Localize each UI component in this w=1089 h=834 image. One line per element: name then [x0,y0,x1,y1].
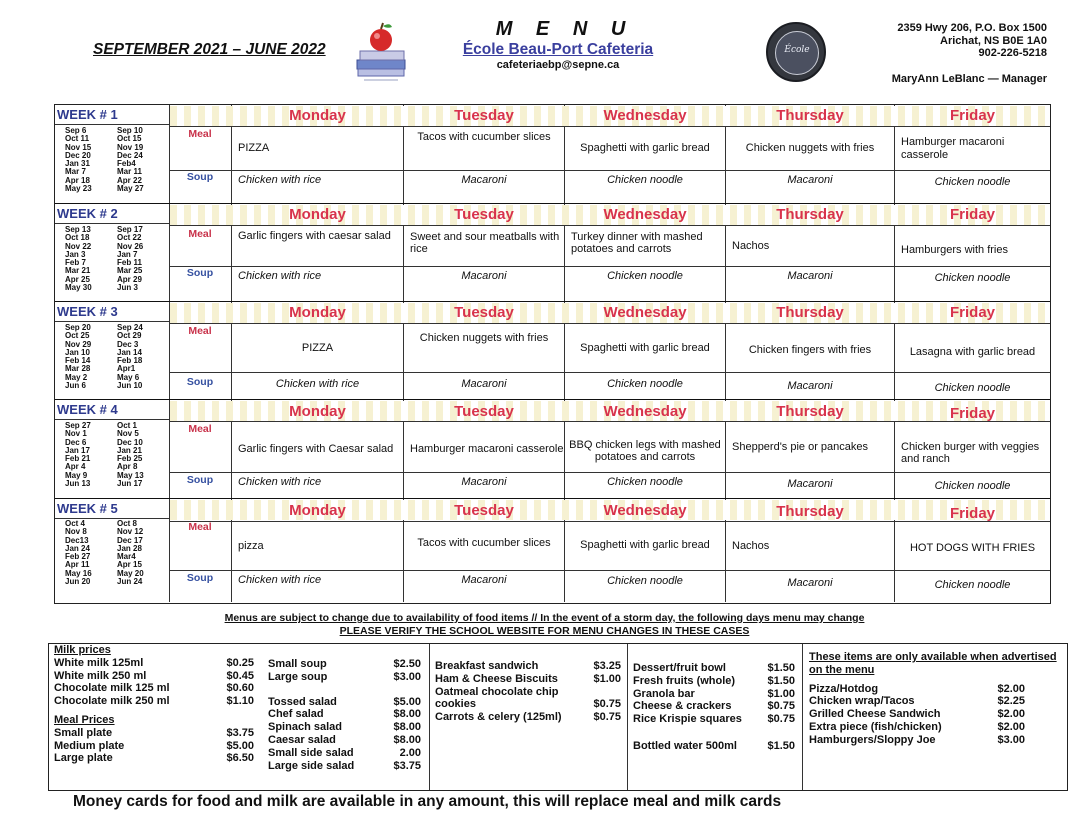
row-divider [55,321,169,322]
soup-cell-monday: Chicken with rice [275,377,360,390]
week-dates-end: Sep 10 Oct 15 Nov 19 Dec 24 Feb4 Mar 11 Apr 22 May 27 [117,126,144,194]
soup-cell-friday: Chicken noodle [934,175,1011,188]
milk-item: White milk 125ml [54,656,144,669]
soup-cell-tuesday: Macaroni [461,377,507,390]
meal-cell-friday: Hamburger macaroni casserole [901,136,1005,161]
soup-cell-friday: Chicken noodle [934,578,1011,591]
day-header-monday: Monday [289,206,346,223]
soup-row-label: Soup [186,572,214,584]
meal-cell-monday: Garlic fingers with caesar salad [238,229,391,242]
week-dates-start: Sep 13 Oct 18 Nov 22 Jan 3 Feb 7 Mar 21 Apr 25 May 30 [65,225,92,293]
price-list [48,643,1068,791]
advertised-item: Hamburgers/Sloppy Joe [809,733,936,746]
salad-item: Caesar salad [268,733,336,746]
meal-cell-tuesday: Chicken nuggets with fries [419,331,549,344]
week-label: WEEK # 1 [57,107,118,122]
soup-cell-wednesday: Chicken noodle [607,377,683,390]
soup-salad-section [268,658,354,772]
day-header-monday: Monday [289,502,346,519]
day-header-tuesday: Tuesday [454,502,514,519]
dessert-item: Rice Krispie squares [633,713,742,726]
day-header-tuesday: Tuesday [454,107,514,124]
dessert-item: Dessert/fruit bowl [633,662,726,674]
day-header-wednesday: Wednesday [603,304,687,321]
row-divider [55,124,169,125]
snack-item: cookies [435,698,476,711]
day-header-thursday: Thursday [776,304,844,321]
week-divider [55,203,1050,204]
day-header-tuesday: Tuesday [454,403,514,420]
snacks-section [435,660,562,724]
desserts-section [633,662,742,753]
menu-title: M E N U [495,18,635,40]
meal-cell-tuesday: Sweet and sour meatballs with rice [410,230,560,255]
manager-name: MaryAnn LeBlanc — Manager [891,73,1047,85]
soup-cell-wednesday: Chicken noodle [607,173,683,186]
advertised-item: Chicken wrap/Tacos [809,695,915,708]
cafeteria-name: École Beau-Port Cafeteria [462,41,654,58]
row-divider [55,419,169,420]
soup-cell-wednesday: Chicken noodle [607,475,683,488]
meal-cell-tuesday: Hamburger macaroni casserole [410,442,564,455]
soup-cell-thursday: Macaroni [787,173,833,186]
meal-cell-tuesday: Tacos with cucumber slices [417,536,551,549]
meal-cell-monday: pizza [238,539,264,552]
advertised-item: Pizza/Hotdog [809,682,879,695]
meal-cell-friday: HOT DOGS WITH FRIES [909,541,1036,554]
soup-cell-monday: Chicken with rice [238,573,322,586]
day-header-wednesday: Wednesday [603,403,687,420]
meal-size-item: Small plate [54,726,113,739]
soup-cell-thursday: Macaroni [787,269,833,282]
week-divider [55,399,1050,400]
meal-cell-thursday: Chicken fingers with fries [748,343,872,356]
salad-item: Chef salad [268,708,324,721]
soup-row-label: Soup [186,376,214,388]
week-dates-end: Sep 17 Oct 22 Nov 26 Jan 7 Feb 11 Mar 25 Apr 29 Jun 3 [117,225,144,293]
soup-cell-wednesday: Chicken noodle [607,574,683,587]
day-header-thursday: Thursday [776,206,844,223]
day-header-monday: Monday [289,304,346,321]
menu-change-notice: Menus are subject to change due to availability of food items // In the event of a storm day, the following days menu may change [224,612,865,624]
soup-cell-friday: Chicken noodle [934,381,1011,394]
week-dates-end: Oct 8 Nov 12 Dec 17 Jan 28 Mar4 Apr 15 May 20 Jun 24 [117,519,144,587]
meal-cell-thursday: Chicken nuggets with fries [745,142,875,155]
day-header-friday: Friday [949,107,995,124]
snack-item: Ham & Cheese Biscuits [435,672,558,685]
meal-row-label: Meal [188,521,212,533]
soup-cell-tuesday: Macaroni [461,173,507,186]
price-column-divider [802,644,803,790]
week-divider [55,498,1050,499]
snack-item: Carrots & celery (125ml) [435,711,562,724]
school-address [897,22,1047,60]
soup-item: Large soup [268,670,328,683]
week-label: WEEK # 3 [57,304,118,319]
school-books-apple-icon [354,20,410,84]
price-column-divider [429,644,430,790]
price-column-divider [627,644,628,790]
day-header-monday: Monday [289,107,346,124]
day-header-friday: Friday [949,304,995,321]
meal-cell-tuesday: Tacos with cucumber slices [417,130,551,143]
week-dates-start: Sep 6 Oct 11 Nov 15 Dec 20 Jan 31 Mar 7 Apr 18 May 23 [65,126,92,194]
soup-cell-thursday: Macaroni [787,576,833,589]
cafeteria-email[interactable]: cafeteriaebp@sepne.ca [496,59,620,71]
water-item: Bottled water 500ml [633,739,737,752]
advertised-price-column: $2.00 $2.25 $2.00 $2.00 $3.00 [997,682,1025,746]
day-header-thursday: Thursday [776,503,844,520]
meal-cell-friday: Chicken burger with veggies and ranch [901,440,1040,465]
menu-period: SEPTEMBER 2021 – JUNE 2022 [93,41,326,58]
meal-cell-thursday: Shepperd's pie or pancakes [732,440,869,453]
soup-cell-tuesday: Macaroni [461,269,507,282]
meal-prices-heading: Meal Prices [54,713,115,726]
week-dates-end: Sep 24 Oct 29 Dec 3 Jan 14 Feb 18 Apr1 May 6 Jun 10 [117,323,143,391]
milk-item: Chocolate milk 250 ml [54,695,170,708]
meal-cell-thursday: Nachos [732,239,770,252]
soup-cell-thursday: Macaroni [787,379,833,392]
salad-item: Spinach salad [268,721,342,734]
day-header-tuesday: Tuesday [454,304,514,321]
row-divider [169,421,1050,422]
week-divider [55,301,1050,302]
meal-cell-wednesday: Spaghetti with garlic bread [580,142,710,155]
meal-size-item: Large plate [54,752,113,765]
day-header-wednesday: Wednesday [603,107,687,124]
salad-item: Small side salad [268,746,354,759]
soup-cell-thursday: Macaroni [787,477,833,490]
soup-row-label: Soup [186,474,214,486]
website-verify-notice: PLEASE VERIFY THE SCHOOL WEBSITE FOR MENU CHANGES IN THESE CASES [339,625,750,637]
divider-dates [169,105,170,602]
phone-number: 902-226-5218 [978,47,1047,59]
day-header-wednesday: Wednesday [603,502,687,519]
milk-item: White milk 250 ml [54,669,147,682]
day-header-tuesday: Tuesday [454,206,514,223]
row-divider [55,223,169,224]
day-header-friday: Friday [949,206,995,223]
soup-item: Small soup [268,658,327,670]
meal-cell-monday: PIZZA [301,341,334,354]
meal-cell-friday: Lasagna with garlic bread [909,345,1036,358]
dessert-item: Fresh fruits (whole) [633,674,736,687]
meal-row-label: Meal [188,228,212,240]
snack-item: Breakfast sandwich [435,660,539,672]
week-label: WEEK # 5 [57,501,118,516]
meal-cell-monday: PIZZA [238,142,270,155]
soup-cell-monday: Chicken with rice [238,475,322,488]
soup-cell-monday: Chicken with rice [238,269,322,282]
week-label: WEEK # 2 [57,206,118,221]
soup-cell-tuesday: Macaroni [461,573,507,586]
week-label: WEEK # 4 [57,402,118,417]
day-header-thursday: Thursday [776,403,844,420]
soup-cell-tuesday: Macaroni [461,475,507,488]
meal-cell-thursday: Nachos [732,539,770,552]
milk-item: Chocolate milk 125 ml [54,682,170,695]
school-seal-logo [766,22,826,82]
week-dates-start: Sep 27 Nov 1 Dec 6 Jan 17 Feb 21 Apr 4 May 9 Jun 13 [65,421,91,489]
meal-row-label: Meal [188,423,212,435]
address-line-1: 2359 Hwy 206, P.O. Box 1500 [897,22,1047,34]
desserts-price-column: $1.50 $1.50 $1.00 $0.75 $0.75 $1.50 [767,662,795,752]
meal-cell-wednesday: Turkey dinner with mashed potatoes and carrots [571,230,703,255]
day-header-monday: Monday [289,403,346,420]
milk-prices-section [54,644,170,765]
meal-cell-friday: Hamburgers with fries [901,243,1008,256]
meal-size-item: Medium plate [54,739,125,752]
milk-prices-heading: Milk prices [54,644,111,656]
soup-cell-friday: Chicken noodle [934,271,1011,284]
snacks-price-column: $3.25 $1.00 $0.75 $0.75 [593,660,621,724]
dessert-item: Cheese & crackers [633,700,732,713]
soup-cell-wednesday: Chicken noodle [607,269,683,282]
weekly-menu-table [54,104,1051,604]
soup-row-label: Soup [186,171,214,183]
week-dates-end: Oct 1 Nov 5 Dec 10 Jan 21 Feb 25 Apr 8 May 13 Jun 17 [117,421,144,489]
advertised-heading: These items are only available when advertised [809,651,1057,663]
salad-item: Tossed salad [268,695,337,708]
meal-row-label: Meal [188,128,212,140]
day-header-friday: Friday [949,505,995,522]
advertised-item: Grilled Cheese Sandwich [809,708,941,721]
meal-cell-wednesday: BBQ chicken legs with mashed potatoes and carrots [569,438,721,463]
advertised-item: Extra piece (fish/chicken) [809,720,942,733]
money-cards-footer: Money cards for food and milk are available in any amount, this will replace meal and milk cards [73,793,782,810]
seal-lettering: École [784,45,810,55]
day-header-thursday: Thursday [776,107,844,124]
salad-item: Large side salad [268,759,355,772]
soup-cell-friday: Chicken noodle [934,479,1011,492]
meal-cell-wednesday: Spaghetti with garlic bread [580,538,710,551]
soup-cell-monday: Chicken with rice [238,173,322,186]
day-header-friday: Friday [949,405,995,422]
dessert-item: Granola bar [633,687,695,700]
meal-cell-wednesday: Spaghetti with garlic bread [580,341,710,354]
seal-inner-ring [775,31,819,75]
soup-row-label: Soup [186,267,214,279]
snack-item: Oatmeal chocolate chip [435,685,559,698]
advertised-heading-2: on the menu [809,663,875,676]
week-dates-start: Sep 20 Oct 25 Nov 29 Jan 10 Feb 14 Mar 28 May 2 Jun 6 [65,323,92,391]
soup-salad-price-column: $2.50 $3.00 $5.00 $8.00 $8.00 $8.00 2.00 $3.75 [393,658,421,772]
address-line-2: Arichat, NS B0E 1A0 [940,34,1047,47]
day-header-wednesday: Wednesday [603,206,687,223]
meal-cell-monday: Garlic fingers with Caesar salad [238,442,394,455]
week-dates-start: Oct 4 Nov 8 Dec13 Jan 24 Feb 27 Apr 11 May 16 Jun 20 [65,519,92,587]
milk-price-column: $0.25 $0.45 $0.60 $1.10 $3.75 $5.00 $6.50 [226,656,254,765]
meal-row-label: Meal [188,325,212,337]
